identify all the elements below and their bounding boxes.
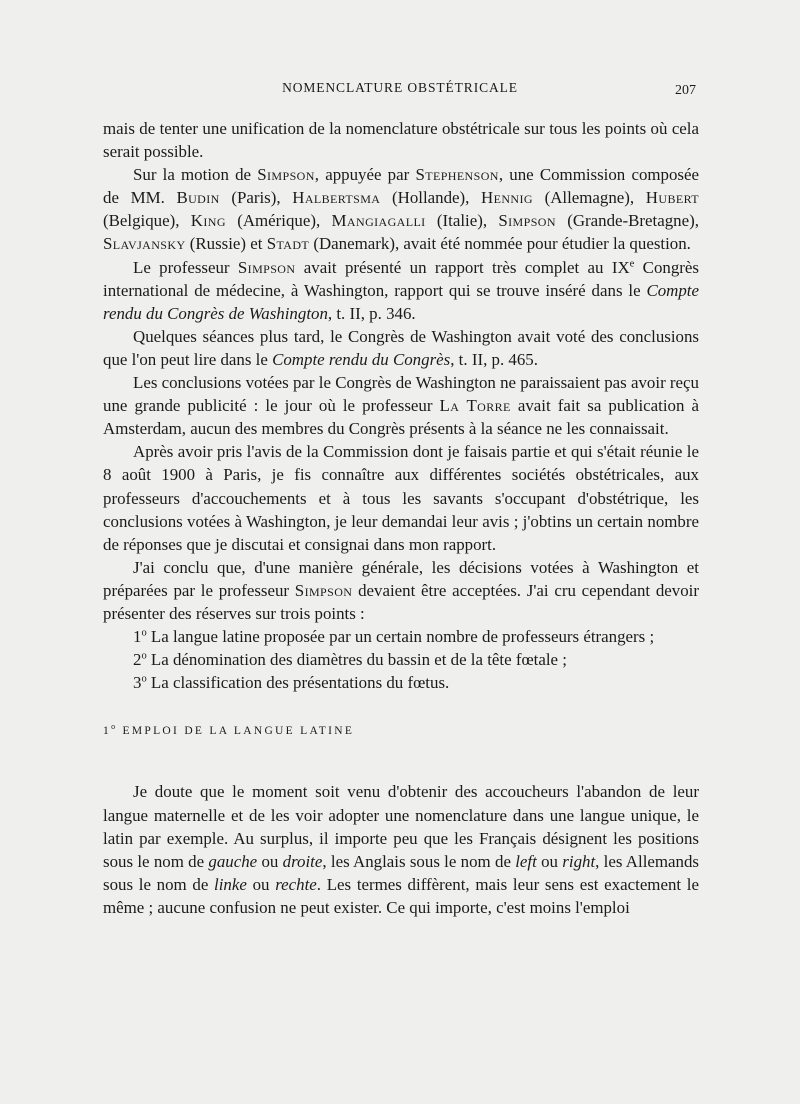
paragraph-conclusions-voted <box>103 325 699 371</box>
name-hennig: Hennig <box>481 188 533 208</box>
term-droite: droite <box>282 851 323 871</box>
text: , t. II, p. 346. <box>327 303 416 323</box>
name-simpson: Simpson <box>237 257 296 277</box>
text: ou <box>246 874 276 894</box>
list-number: 2 <box>133 650 142 670</box>
name-simpson: Simpson <box>257 165 315 185</box>
text: , t. II, p. 465. <box>450 349 538 369</box>
term-left: left <box>515 851 537 871</box>
list-item <box>103 648 699 671</box>
text: avait fait sa publication à Amsterdam, aucun des membres du Congrès présents à la séance ne les connaissait. <box>103 396 699 439</box>
page-number: 207 <box>675 83 696 98</box>
list-number: 1 <box>133 627 142 647</box>
name-slavjansky: Slavjansky <box>103 234 186 254</box>
citation-title: Compte rendu du Congrès <box>272 349 451 369</box>
superscript: e <box>629 257 635 269</box>
name-mangiagalli: Mangiagalli <box>331 211 426 231</box>
text: Après avoir pris l'avis de la Commission dont je faisais partie et qui s'était réunie le 8 août 1900 à Paris, je fis connaître aux différentes sociétés obstétricales, aux professeurs d'accouchements et à tous les savants s'occupant d'obstétrique, les conclusions votées à Washington, je leur demandai leur avis ; j'obtins un certain nombre de réponses que je discutai et consignai dans mon rapport. <box>103 442 699 554</box>
text: avait présenté un rapport très complet au IX <box>295 257 630 277</box>
text: Les conclusions votées par le Congrès de Washington ne paraissaient pas avoir reçu une grande publicité : le jour où le professeur <box>103 373 699 416</box>
text: J'ai conclu que, d'une manière générale, les décisions votées à Washington et préparées par le professeur <box>103 557 699 600</box>
text: (Grande-Bretagne), <box>555 211 699 231</box>
section-title: EMPLOI DE LA LANGUE LATINE <box>117 725 355 738</box>
text: Congrès international de médecine, à Washington, rapport qui se trouve inséré dans le <box>103 257 699 300</box>
text: (Danemark), avait été nommée pour étudier la question. <box>309 234 691 254</box>
paragraph-continuation <box>103 117 699 163</box>
list-text: La langue latine proposée par un certain nombre de professeurs étrangers ; <box>146 627 655 647</box>
text: devaient être acceptées. J'ai cru cependant devoir présenter des réserves sur trois points : <box>103 580 699 623</box>
term-linke: linke <box>214 874 247 894</box>
name-stadt: Stadt <box>266 234 310 254</box>
section-number: 1 <box>103 725 112 738</box>
name-king: King <box>190 211 226 231</box>
text: , les Anglais sous le nom de <box>322 851 516 871</box>
text: , une Commission composée de MM. <box>103 165 699 208</box>
term-gauche: gauche <box>208 851 258 871</box>
text: . Les termes diffèrent, mais leur sens est exactement le même ; aucune confusion ne peut exister. Ce qui importe, c'est moins l'emploi <box>103 874 699 917</box>
name-budin: Budin <box>176 188 220 208</box>
superscript: o <box>141 673 147 685</box>
text: Quelques séances plus tard, le Congrès de Washington avait voté des conclusions que l'on peut lire dans le <box>103 326 699 369</box>
name-stephenson: Stephenson <box>415 165 499 185</box>
running-title: NOMENCLATURE OBSTÉTRICALE <box>282 80 518 95</box>
name-la-torre: La Torre <box>439 396 511 416</box>
superscript: o <box>141 627 147 639</box>
paragraph-publicity <box>103 371 699 440</box>
list-item <box>103 625 699 648</box>
citation-title: Compte rendu du Congrès de Washington <box>103 280 699 323</box>
paragraph-commission <box>103 163 699 255</box>
text: mais de tenter une unification de la nomenclature obstétricale sur tous les points où cela serait possible. <box>103 119 699 162</box>
term-right: right <box>562 851 596 871</box>
list-item <box>103 671 699 694</box>
list-text: La classification des présentations du fœtus. <box>146 673 450 693</box>
text: Sur la motion de <box>133 165 258 185</box>
text: , appuyée par <box>314 165 416 185</box>
text: , les Allemands sous le nom de <box>103 851 699 894</box>
text: (Russie) et <box>185 234 267 254</box>
name-hubert: Hubert <box>645 188 699 208</box>
running-header <box>0 78 800 102</box>
list-number: 3 <box>133 673 142 693</box>
text: (Amérique), <box>225 211 332 231</box>
text: (Allemagne), <box>532 188 646 208</box>
name-simpson: Simpson <box>294 580 353 600</box>
superscript: o <box>111 722 118 732</box>
text: (Paris), <box>219 188 293 208</box>
text: ou <box>257 851 283 871</box>
term-rechte: rechte <box>275 874 317 894</box>
superscript: o <box>141 650 147 662</box>
list-text: La dénomination des diamètres du bassin et de la tête fœtale ; <box>146 650 567 670</box>
text: (Hollande), <box>380 188 482 208</box>
paragraph-commission-advice <box>103 440 699 555</box>
paragraph-simpson-report <box>103 256 699 325</box>
paragraph-latin-language <box>103 780 699 919</box>
name-simpson: Simpson <box>498 211 556 231</box>
text: Je doute que le moment soit venu d'obtenir des accoucheurs l'abandon de leur langue maternelle et de les voir adopter une nomenclature dans une langue unique, le latin par exemple. Au surplus, il importe peu que les Français désignent les positions sous le nom de <box>103 782 699 871</box>
text: ou <box>536 851 563 871</box>
section-heading <box>103 720 699 743</box>
name-halbertsma: Halbertsma <box>292 188 381 208</box>
text: (Belgique), <box>103 211 191 231</box>
body-text <box>103 117 699 919</box>
text: Le professeur <box>133 257 238 277</box>
paragraph-conclusion <box>103 556 699 625</box>
text: (Italie), <box>425 211 499 231</box>
